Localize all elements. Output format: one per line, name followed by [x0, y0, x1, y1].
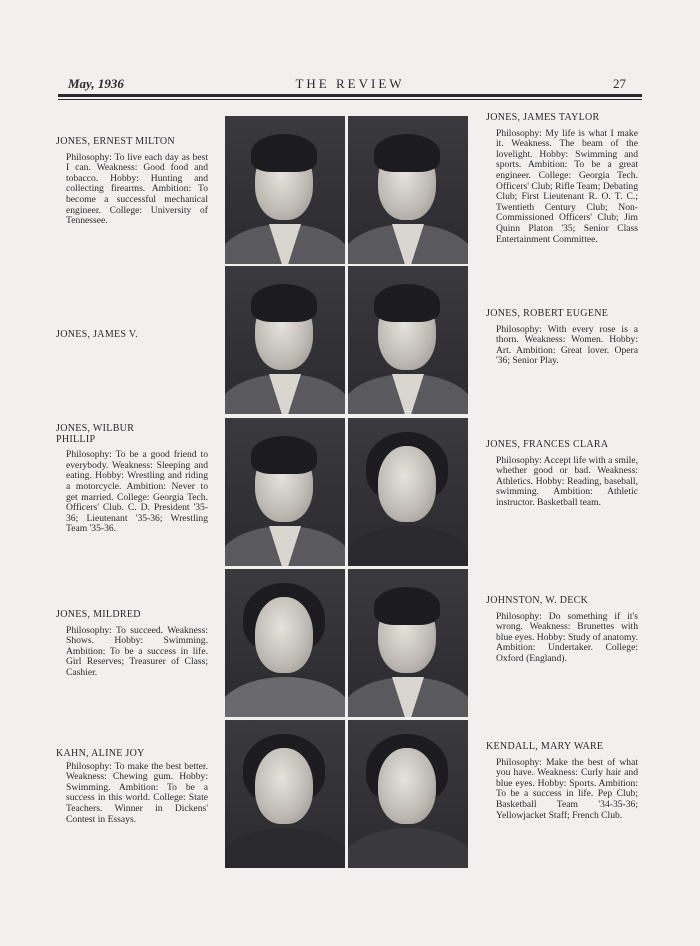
student-name: KAHN, ALINE JOY [56, 748, 145, 759]
portrait-photo [348, 418, 468, 566]
header-rule-thin [58, 99, 642, 100]
portrait-photo [348, 720, 468, 868]
portrait-photo [348, 116, 468, 264]
student-bio: Philosophy: Accept life with a smile, whether good or bad. Weakness: Athletics. Hobby: Reading, baseball, swimming. Ambition: Athletic instructor. Basketball team. [496, 454, 638, 508]
student-bio: Philosophy: To make the best better. Weakness: Chewing gum. Hobby: Swimming. Ambition: To be a success in this world. College: State Teachers. Winner in Dickens' Contest in Essays. [66, 760, 208, 825]
student-bio: Philosophy: With every rose is a thorn. Weakness: Women. Hobby: Art. Ambition: Great lover. Opera '36; Senior Play. [496, 323, 638, 367]
page-number: 27 [613, 76, 626, 91]
portrait-photo [348, 266, 468, 414]
student-name: JONES, FRANCES CLARA [486, 439, 609, 450]
student-name: JONES, WILBUR PHILLIP [56, 423, 135, 445]
entry-jones-frances-clara [486, 440, 638, 509]
issue-date: May, 1936 [68, 76, 124, 91]
entry-jones-wilbur-phillip [56, 424, 208, 535]
portrait-photo [225, 116, 345, 264]
portrait-photo [348, 569, 468, 717]
entry-jones-james-v [56, 330, 208, 346]
student-bio: Philosophy: To succeed. Weakness: Shows. Hobby: Swimming. Ambition: To be a success in life. Girl Reserves; Treasurer of Class; Cashier. [66, 624, 208, 678]
entry-kahn-aline-joy [56, 749, 208, 825]
portrait-photo [225, 418, 345, 566]
student-bio: Philosophy: My life is what I make it. Weakness. The beam of the lovelight. Hobby: Swimming and sports. Ambition: To be a great engineer. College: Georgia Tech. Officers' Club; Rifle Team; Debating Club; First Lieutenant R. O. T. C.; Twentieth Century Club; Non-Commissioned Officers' Club; Jim Quinn Platon '35; Senior Class Entertainment Committee. [496, 127, 638, 245]
student-name: KENDALL, MARY WARE [486, 741, 604, 752]
header-rule [58, 94, 642, 97]
publication-title: THE REVIEW [295, 76, 405, 91]
student-name: JONES, JAMES TAYLOR [486, 112, 600, 123]
entry-jones-mildred [56, 610, 208, 679]
portrait-photo [225, 720, 345, 868]
entry-jones-james-taylor [486, 113, 638, 245]
entry-johnston-w-deck [486, 596, 638, 665]
student-name: JONES, ERNEST MILTON [56, 136, 175, 147]
student-name: JONES, MILDRED [56, 609, 141, 620]
student-bio: Philosophy: Make the best of what you have. Weakness: Curly hair and blue eyes. Hobby: Sports. Ambition: To be a success in life. Pep Club; Basketball Team '34-35-36; Yellowjacket Staff; French Club. [496, 756, 638, 821]
student-bio: Philosophy: Do something if it's wrong. Weakness: Brunettes with blue eyes. Hobby: Study of anatomy. Ambition: Undertaker. College: Oxford (England). [496, 610, 638, 664]
student-name: JONES, ROBERT EUGENE [486, 308, 609, 319]
student-name: JOHNSTON, W. DECK [486, 595, 589, 606]
entry-jones-robert-eugene [486, 309, 638, 367]
page-header [60, 74, 640, 94]
entry-kendall-mary-ware [486, 742, 638, 821]
entry-jones-ernest-milton [56, 137, 208, 227]
student-bio: Philosophy: To live each day as best I can. Weakness: Good food and tobacco. Hobby: Hunting and collecting firearms. Ambition: To become a successful mechanical engineer. College: University of Tennessee. [66, 151, 208, 227]
student-bio: Philosophy: To be a good friend to everybody. Weakness: Sleeping and eating. Hobby: Wrestling and riding a motorcycle. Ambition: Never to get married. College: Georgia Tech. Officers' Club. C. D. President '35-36; Lieutenant '35-36; Wrestling Team '35-36. [66, 449, 208, 535]
student-name: JONES, JAMES V. [56, 329, 138, 340]
portrait-photo [225, 569, 345, 717]
portrait-photo [225, 266, 345, 414]
